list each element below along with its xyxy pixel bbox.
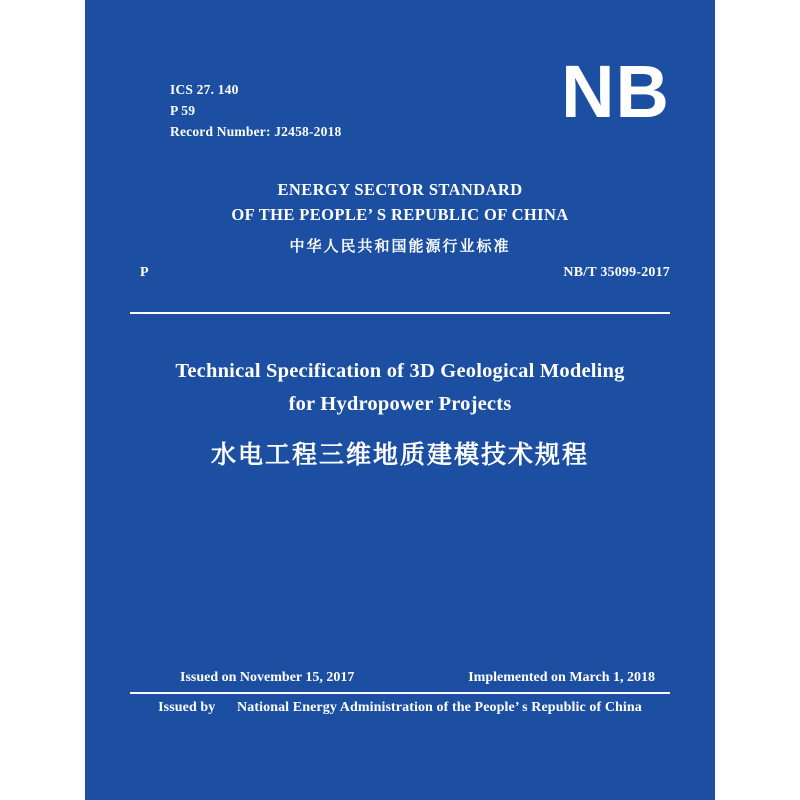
nb-logo: NB [561, 50, 670, 133]
classification-code: P 59 [170, 102, 196, 118]
issued-by-label: Issued by [158, 700, 216, 715]
issuer-row [85, 700, 715, 716]
issuer-name: National Energy Administration of the People’ s Republic of China [237, 700, 642, 715]
issued-date: Issued on November 15, 2017 [180, 670, 355, 685]
title-cn: 水电工程三维地质建模技术规程 [210, 441, 589, 469]
title-en-line2: for Hydropower Projects [288, 392, 512, 415]
classification-letter: P [140, 265, 149, 280]
cover-panel [85, 0, 715, 800]
ics-code: ICS 27. 140 [170, 82, 239, 97]
standard-heading-en-line1: ENERGY SECTOR STANDARD [277, 180, 523, 199]
document-title [85, 355, 715, 474]
standard-heading-cn: 中华人民共和国能源行业标准 [289, 238, 511, 255]
date-row [85, 670, 715, 690]
title-en-line1: Technical Specification of 3D Geological Modeling [175, 360, 625, 382]
header-metadata [170, 80, 470, 143]
standard-code-row [85, 265, 715, 285]
implemented-date: Implemented on March 1, 2018 [468, 670, 655, 685]
standard-number: NB/T 35099-2017 [563, 265, 670, 280]
divider-bottom [130, 692, 670, 694]
standard-heading [85, 178, 715, 258]
record-number: Record Number: J2458-2018 [170, 123, 342, 139]
divider-top [130, 312, 670, 314]
standard-heading-en-line2: OF THE PEOPLE’ S REPUBLIC OF CHINA [231, 204, 569, 224]
